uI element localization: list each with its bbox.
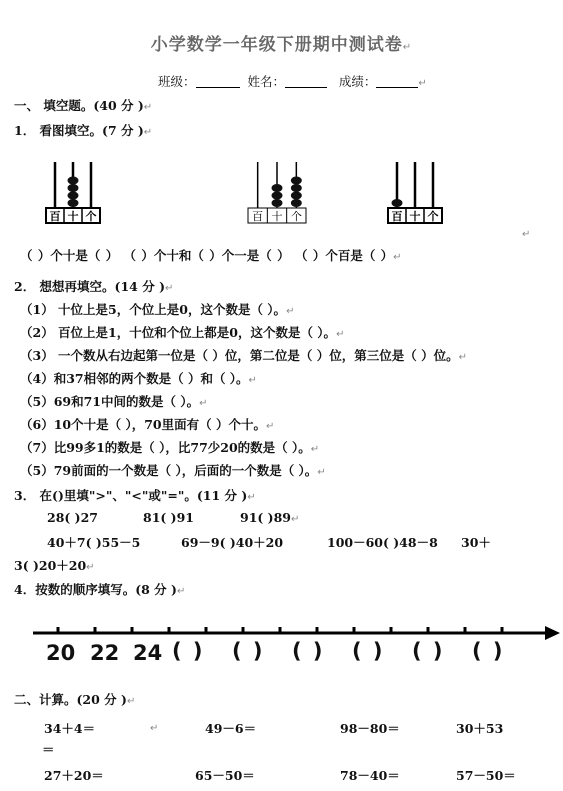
calc-text: 34＋4＝ (44, 721, 96, 736)
abacus-place-label: 个 (85, 210, 97, 223)
student-info (158, 72, 427, 90)
class-label: 班级： (158, 74, 196, 89)
calc-item (340, 766, 400, 784)
number-blank[interactable]: ( ) (232, 639, 265, 663)
return-mark: ↵ (126, 696, 136, 707)
calc-item (44, 719, 95, 737)
abacus-place-label: 百 (252, 210, 264, 223)
abacus-figures (0, 150, 563, 232)
return-mark: ↵ (393, 252, 402, 263)
compare-item: 28( )27 (47, 510, 98, 525)
calc-item (195, 766, 255, 784)
score-label: 成绩： (338, 74, 377, 89)
compare-item: 3( )20＋20 (14, 558, 87, 573)
return-mark: ↵ (310, 444, 320, 455)
q2-text: 2． 想想再填空。(14 分 ) (14, 279, 165, 294)
abacus-bead (392, 199, 403, 207)
number-label (133, 641, 162, 665)
section-2-heading (14, 690, 135, 708)
q3-row1-item (240, 510, 299, 525)
abacus-bead (272, 192, 283, 200)
q3-row2-item (181, 533, 283, 551)
q3-heading (14, 486, 256, 504)
q2-heading (14, 277, 173, 295)
compare-item: 69－9( )40＋20 (181, 535, 284, 550)
abacus-place-label: 十 (271, 210, 283, 223)
abacus-bead (68, 199, 79, 207)
number-text: 22 (90, 641, 120, 665)
q4-heading (14, 580, 185, 598)
abacus (388, 162, 442, 223)
q2-item (20, 300, 294, 318)
q1-answer-line (20, 246, 402, 264)
q2-item-text: （1） 十位上是5，个位上是0，这个数是（ ）。 (20, 302, 287, 317)
name-label: 姓名： (247, 74, 285, 89)
score-field[interactable] (376, 75, 418, 88)
calc-text: 49－6＝ (205, 721, 257, 736)
abacus-bead (272, 184, 283, 192)
calc-item (205, 719, 256, 737)
return-mark: ↵ (317, 467, 326, 478)
abacus-bead (68, 177, 79, 185)
calc-text: 57－50＝ (456, 768, 516, 783)
q2-item (20, 461, 326, 479)
name-field[interactable] (285, 75, 327, 88)
abacus (46, 162, 100, 223)
section-1-text: 一、 填空题。(40 分 ) (14, 98, 144, 113)
q3-row1-item (47, 510, 98, 525)
q2-item (20, 369, 257, 387)
abacus-place-label: 百 (49, 210, 61, 223)
q2-item-text: （4）和37相邻的两个数是（ ）和（ ）。 (20, 371, 249, 386)
abacus-bead (291, 199, 302, 207)
section-2-text: 二、计算。(20 分 ) (14, 692, 127, 707)
q2-item-text: （5）69和71中间的数是（ ）。 (20, 394, 200, 409)
calc-text: 78－40＝ (340, 768, 400, 783)
return-mark: ↵ (402, 42, 413, 53)
number-blank[interactable]: ( ) (292, 639, 325, 663)
return-mark: ↵ (143, 102, 153, 113)
q2-item (20, 438, 319, 456)
page-title (0, 30, 563, 55)
return-mark-glyph: ↵ (522, 229, 531, 240)
q3-row3 (14, 556, 95, 574)
compare-item: 30＋ (461, 535, 491, 550)
return-mark: ↵ (164, 283, 174, 294)
calc-text: 65－50＝ (195, 768, 255, 783)
calc-item (340, 719, 400, 737)
abacus-place-label: 百 (391, 210, 403, 223)
abacus-bead (291, 184, 302, 192)
number-blank[interactable]: ( ) (472, 639, 505, 663)
return-mark: ↵ (199, 398, 208, 409)
return-mark: ↵ (143, 127, 153, 138)
abacus-bead (272, 199, 283, 207)
q2-item (20, 415, 274, 433)
return-mark: ↵ (418, 78, 427, 89)
abacus-bead (291, 177, 302, 185)
q2-item (20, 323, 344, 341)
abacus-place-label: 十 (409, 210, 421, 223)
return-mark: ↵ (336, 329, 345, 340)
q2-item (20, 392, 207, 410)
number-blank[interactable]: ( ) (352, 639, 385, 663)
calc-text: 30＋53 (456, 721, 504, 736)
return-mark: ↵ (286, 306, 295, 317)
q1-text: 1． 看图填空。(7 分 ) (14, 123, 144, 138)
return-mark: ↵ (458, 352, 467, 363)
q3-row2-item (461, 533, 491, 551)
q1-answer-text: （ ）个十是（ ） （ ）个十和（ ）个一是（ ） （ ）个百是（ ） (20, 248, 394, 263)
number-label (46, 641, 75, 665)
calc-text: 98－80＝ (340, 721, 400, 736)
q2-item-text: （5）79前面的一个数是（ ），后面的一个数是（ ）。 (20, 463, 318, 478)
abacus-place-label: 个 (427, 210, 439, 223)
abacus-place-label: 十 (67, 210, 79, 223)
q2-item-text: （6）10个十是（ ），70里面有（ ）个十。 (20, 417, 266, 432)
q2-item-text: （7）比99多1的数是（ ），比77少20的数是（ ）。 (20, 440, 311, 455)
return-mark: ↵ (247, 492, 256, 503)
abacus-bead (291, 192, 302, 200)
abacus-bead (68, 192, 79, 200)
calc-text: ＝ (42, 742, 55, 757)
compare-item: 100－60( )48－8 (327, 535, 438, 550)
return-mark (150, 716, 158, 735)
class-field[interactable] (196, 75, 240, 88)
return-mark-glyph: ↵ (150, 723, 159, 734)
return-mark: ↵ (290, 514, 300, 525)
abacus-bead (68, 184, 79, 192)
abacus-place-label: 个 (290, 210, 302, 223)
calc-item (456, 719, 503, 737)
q3-text: 3． 在()里填">"、"<"或"="。(11 分 ) (14, 488, 248, 503)
number-blanks (172, 639, 532, 663)
calc-item (456, 766, 516, 784)
number-label (90, 641, 119, 665)
calc-item-cont (42, 740, 55, 758)
q3-row2-item (327, 533, 438, 551)
calc-text: 27＋20＝ (44, 768, 104, 783)
return-mark: ↵ (86, 562, 95, 573)
abacus (248, 162, 306, 223)
compare-item: 40＋7( )55－5 (47, 535, 141, 550)
section-1-heading (14, 96, 152, 114)
return-mark: ↵ (176, 586, 186, 597)
q2-item (20, 346, 467, 364)
return-mark: ↵ (265, 421, 275, 432)
q2-item-text: （3） 一个数从右边起第一位是（ ）位，第二位是（ ）位，第三位是（ ）位。 (20, 348, 459, 363)
q4-text: 4．按数的顺序填写。(8 分 ) (14, 582, 177, 597)
return-mark: ↵ (248, 375, 257, 386)
compare-item: 81( )91 (143, 510, 194, 525)
q3-row2-item (47, 533, 140, 551)
number-line-arrow (545, 626, 560, 640)
number-text: 20 (46, 641, 76, 665)
compare-item: 91( )89 (240, 510, 291, 525)
calc-item (44, 766, 104, 784)
q2-item-text: （2） 百位上是1，十位和个位上都是0，这个数是（ ）。 (20, 325, 337, 340)
q1-heading (14, 121, 152, 139)
title-text: 小学数学一年级下册期中测试卷 (150, 35, 403, 55)
number-blank[interactable]: ( ) (412, 639, 445, 663)
return-mark (522, 222, 530, 241)
number-blank[interactable]: ( ) (172, 639, 205, 663)
q3-row1-item (143, 510, 194, 525)
number-text: 24 (133, 641, 163, 665)
